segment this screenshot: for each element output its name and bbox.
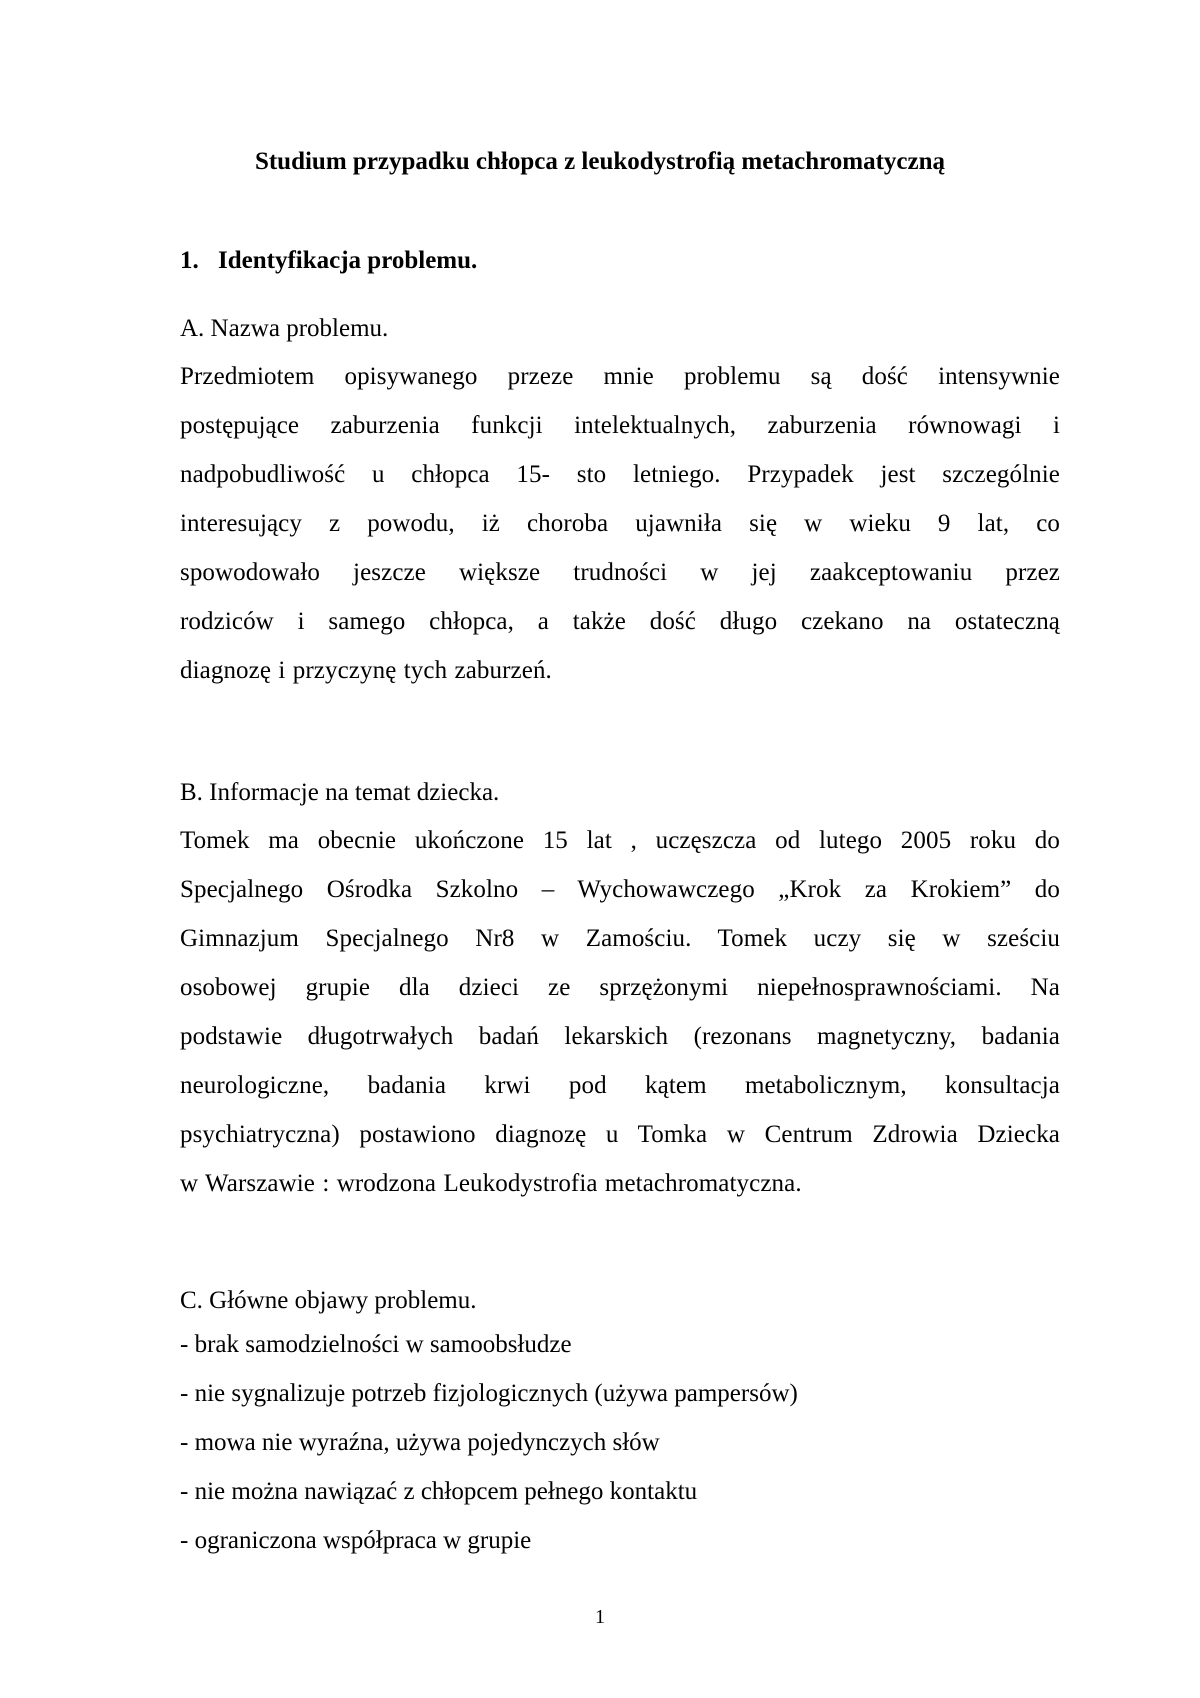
paragraph-line: nadpobudliwość u chłopca 15- sto letniego. Przypadek jest szczególnie <box>180 461 1060 488</box>
section-1-number: 1. <box>180 247 199 274</box>
section-a-heading: A. Nazwa problemu. <box>180 315 389 342</box>
section-a-paragraph <box>180 352 1060 695</box>
page-number: 1 <box>595 1606 605 1628</box>
paragraph-line: podstawie długotrwałych badań lekarskich (rezonans magnetyczny, badania <box>180 1023 1060 1050</box>
list-item: - ograniczona współpraca w grupie <box>180 1527 532 1554</box>
section-1-title: Identyfikacja problemu. <box>218 247 478 274</box>
section-b-heading: B. Informacje na temat dziecka. <box>180 779 500 806</box>
paragraph-line: w Warszawie : wrodzona Leukodystrofia metachromatyczna. <box>180 1170 802 1197</box>
list-item: - nie sygnalizuje potrzeb fizjologicznych (używa pampersów) <box>180 1380 798 1407</box>
list-item: - mowa nie wyraźna, używa pojedynczych słów <box>180 1429 660 1456</box>
paragraph-line: Specjalnego Ośrodka Szkolno – Wychowawczego „Krok za Krokiem” do <box>180 876 1060 903</box>
paragraph-line: Gimnazjum Specjalnego Nr8 w Zamościu. Tomek uczy się w sześciu <box>180 925 1060 952</box>
paragraph-line: diagnozę i przyczynę tych zaburzeń. <box>180 657 552 684</box>
list-item: - nie można nawiązać z chłopcem pełnego kontaktu <box>180 1478 698 1505</box>
paragraph-line: interesujący z powodu, iż choroba ujawniła się w wieku 9 lat, co <box>180 510 1060 537</box>
section-1-heading <box>180 244 477 278</box>
paragraph-line: spowodowało jeszcze większe trudności w jej zaakceptowaniu przez <box>180 559 1060 586</box>
section-b-paragraph <box>180 816 1060 1208</box>
paragraph-line: neurologiczne, badania krwi pod kątem metabolicznym, konsultacja <box>180 1072 1060 1099</box>
list-item: - brak samodzielności w samoobsłudze <box>180 1331 572 1358</box>
paragraph-line: psychiatryczna) postawiono diagnozę u Tomka w Centrum Zdrowia Dziecka <box>180 1121 1060 1148</box>
symptoms-list <box>180 1320 798 1565</box>
paragraph-line: Przedmiotem opisywanego przeze mnie problemu są dość intensywnie <box>180 363 1060 390</box>
paragraph-line: postępujące zaburzenia funkcji intelektualnych, zaburzenia równowagi i <box>180 412 1060 439</box>
paragraph-line: Tomek ma obecnie ukończone 15 lat , uczęszcza od lutego 2005 roku do <box>180 827 1060 854</box>
paragraph-line: osobowej grupie dla dzieci ze sprzężonymi niepełnosprawnościami. Na <box>180 974 1060 1001</box>
paragraph-line: rodziców i samego chłopca, a także dość długo czekano na ostateczną <box>180 608 1060 635</box>
section-c-heading: C. Główne objawy problemu. <box>180 1287 477 1314</box>
document-title: Studium przypadku chłopca z leukodystrofią metachromatyczną <box>254 148 946 175</box>
